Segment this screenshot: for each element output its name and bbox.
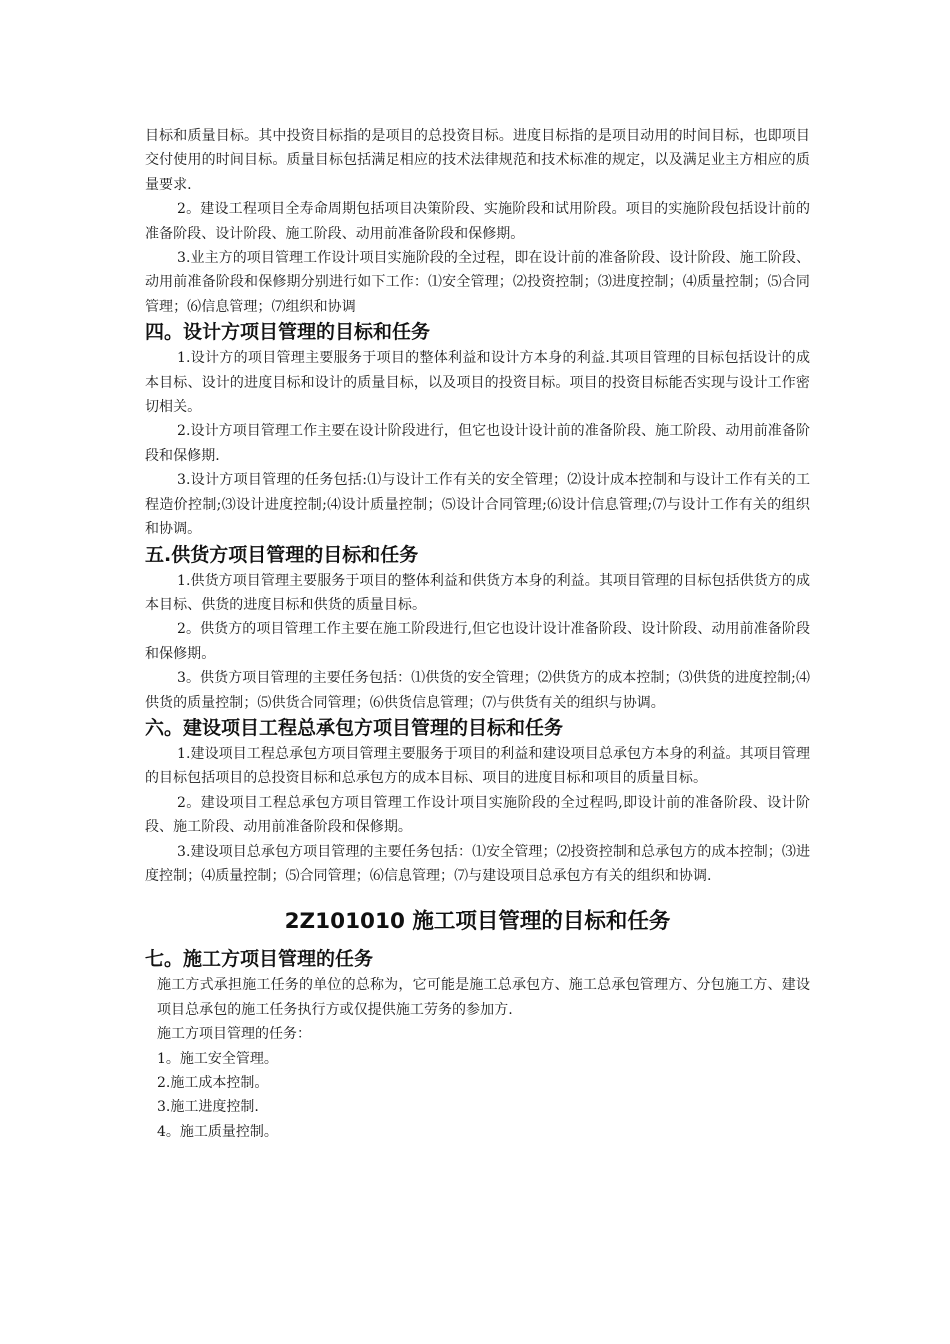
section-6-paragraph-3: 3.建设项目总承包方项目管理的主要任务包括：⑴安全管理；⑵投资控制和总承包方的成本控制；⑶进度控制；⑷质量控制；⑸合同管理；⑹信息管理；⑺与建设项目总承包方有关的组织和协调. (145, 843, 810, 884)
section-7-heading: 七。施工方项目管理的任务 (145, 948, 374, 971)
task-item: 1。施工安全管理。 (157, 1050, 278, 1067)
section-7-paragraph-1: 施工方式承担施工任务的单位的总称为，它可能是施工总承包方、施工总承包管理方、分包施工方、建设项目总承包的施工任务执行方或仅提供施工劳务的参加方. (157, 977, 810, 1018)
task-item: 3.施工进度控制. (157, 1099, 259, 1116)
section-6-paragraph-1: 1.建设项目工程总承包方项目管理主要服务于项目的利益和建设项目总承包方本身的利益。其项目管理的目标包括项目的总投资目标和总承包方的成本目标、项目的进度目标和项目的质量目标。 (145, 745, 810, 787)
chapter-title: 2Z101010 施工项目管理的目标和任务 (284, 909, 671, 935)
section-4-heading: 四。设计方项目管理的目标和任务 (145, 321, 431, 344)
document-page (145, 124, 810, 1144)
section-4-paragraph-2: 2.设计方项目管理工作主要在设计阶段进行，但它也设计设计前的准备阶段、施工阶段、动用前准备阶段和保修期. (145, 423, 810, 464)
section-5-paragraph-1: 1.供货方项目管理主要服务于项目的整体利益和供货方本身的利益。其项目管理的目标包括供货方的成本目标、供货的进度目标和供货的质量目标。 (145, 572, 810, 613)
intro-lifecycle-paragraph: 2。建设工程项目全寿命周期包括项目决策阶段、实施阶段和试用阶段。项目的实施阶段包括设计前的准备阶段、设计阶段、施工阶段、动用前准备阶段和保修期。 (145, 201, 810, 242)
section-4-paragraph-1: 1.设计方的项目管理主要服务于项目的整体利益和设计方本身的利益.其项目管理的目标包括设计的成本目标、设计的进度目标和设计的质量目标，以及项目的投资目标。项目的投资目标能否实现与设计工作密切相关。 (145, 350, 810, 416)
section-6-paragraph-2: 2。建设项目工程总承包方项目管理工作设计项目实施阶段的全过程吗,即设计前的准备阶段、设计阶段、施工阶段、动用前准备阶段和保修期。 (145, 794, 810, 836)
section-5-heading: 五.供货方项目管理的目标和任务 (145, 543, 419, 566)
task-item: 4。施工质量控制。 (157, 1123, 278, 1140)
intro-owner-tasks-paragraph: 3.业主方的项目管理工作设计项目实施阶段的全过程，即在设计前的准备阶段、设计阶段、施工阶段、动用前准备阶段和保修期分别进行如下工作：⑴安全管理；⑵投资控制；⑶进度控制；⑷质量控制；⑸合同管理；⑹信息管理；⑺组织和协调 (145, 250, 810, 315)
section-5-paragraph-2: 2。供货方的项目管理工作主要在施工阶段进行,但它也设计设计准备阶段、设计阶段、动用前准备阶段和保修期。 (145, 621, 810, 662)
intro-goals-paragraph: 目标和质量目标。其中投资目标指的是项目的总投资目标。进度目标指的是项目动用的时间目标，也即项目交付使用的时间目标。质量目标包括满足相应的技术法律规范和技术标准的规定，以及满足业主方相应的质量要求. (145, 128, 810, 193)
tasks-label: 施工方项目管理的任务： (157, 1026, 311, 1043)
section-5-paragraph-3: 3。供货方项目管理的主要任务包括：⑴供货的安全管理；⑵供货方的成本控制；⑶供货的进度控制;⑷供货的质量控制；⑸供货合同管理；⑹供货信息管理；⑺与供货有关的组织与协调。 (145, 670, 810, 711)
section-4-paragraph-3: 3.设计方项目管理的任务包括:⑴与设计工作有关的安全管理；⑵设计成本控制和与设计工作有关的工程造价控制;⑶设计进度控制;⑷设计质量控制；⑸设计合同管理;⑹设计信息管理;⑺与设计工作有关的组织和协调。 (145, 472, 810, 538)
section-6-heading: 六。建设项目工程总承包方项目管理的目标和任务 (145, 716, 564, 739)
task-item: 2.施工成本控制。 (157, 1075, 269, 1091)
